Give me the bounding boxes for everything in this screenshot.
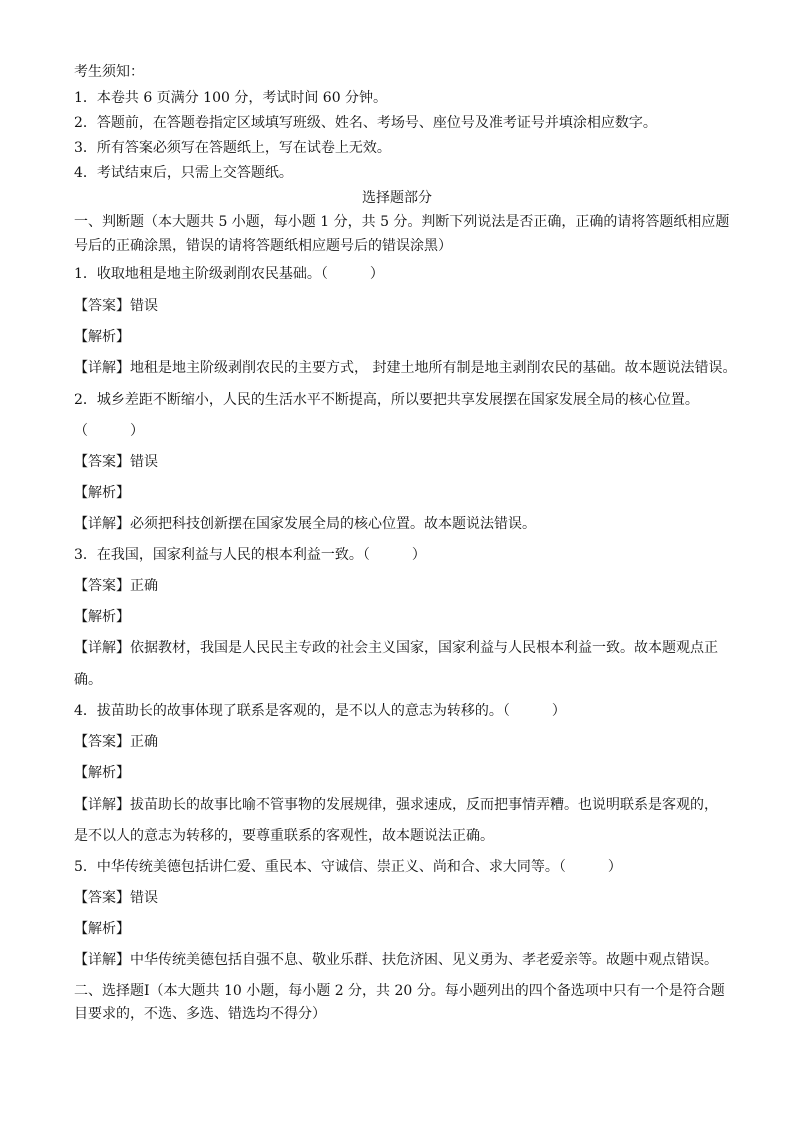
answer-value: 正确 — [130, 578, 158, 594]
question-4: 4．拔苗助长的故事体现了联系是客观的，是不以人的意志为转移的。（ ） — [74, 703, 566, 719]
section-title: 选择题部分 — [362, 190, 432, 206]
part2-heading-line1: 二、选择题Ⅰ（本大题共 10 小题，每小题 2 分，共 20 分。每小题列出的四个备选项中只有一个是符合题 — [74, 983, 725, 999]
analysis-label-5: 【解析】 — [74, 921, 130, 937]
detail-text: 拔苗助长的故事比喻不管事物的发展规律，强求速成，反而把事情弄糟。也说明联系是客观的， — [130, 797, 718, 813]
notice-item-4: 4．考试结束后，只需上交答题纸。 — [74, 165, 293, 181]
answer-value: 错误 — [130, 454, 158, 470]
answer-5 — [74, 890, 158, 906]
detail-5 — [74, 952, 718, 968]
notice-item-3: 3．所有答案必须写在答题纸上，写在试卷上无效。 — [74, 140, 391, 156]
question-1: 1．收取地租是地主阶级剥削农民基础。（ ） — [74, 266, 384, 282]
detail-text: 必须把科技创新摆在国家发展全局的核心位置。故本题说法错误。 — [130, 516, 536, 532]
notice-item-2: 2．答题前，在答题卷指定区域填写班级、姓名、考场号、座位号及准考证号并填涂相应数字。 — [74, 115, 657, 131]
analysis-label-3: 【解析】 — [74, 609, 130, 625]
detail-1 — [74, 360, 736, 376]
detail-3 — [74, 640, 718, 656]
analysis-label-2: 【解析】 — [74, 485, 130, 501]
answer-1 — [74, 298, 158, 314]
question-5: 5．中华传统美德包括讲仁爱、重民本、守诚信、崇正义、尚和合、求大同等。（ ） — [74, 859, 622, 875]
part2-heading-line2: 目要求的，不选、多选、错选均不得分） — [74, 1006, 326, 1022]
detail-label: 【详解】 — [74, 360, 130, 376]
detail-label: 【详解】 — [74, 640, 130, 656]
answer-label: 【答案】 — [74, 454, 130, 470]
part1-heading-line1: 一、判断题（本大题共 5 小题，每小题 1 分，共 5 分。判断下列说法是否正确，正确的请将答题纸相应题 — [74, 214, 730, 230]
answer-label: 【答案】 — [74, 578, 130, 594]
detail-2 — [74, 516, 536, 532]
answer-label: 【答案】 — [74, 890, 130, 906]
answer-label: 【答案】 — [74, 298, 130, 314]
question-3: 3．在我国，国家利益与人民的根本利益一致。（ ） — [74, 547, 426, 563]
part1-heading-line2: 号后的正确涂黑，错误的请将答题纸相应题号后的错误涂黑） — [74, 238, 452, 254]
answer-value: 错误 — [130, 890, 158, 906]
analysis-label-4: 【解析】 — [74, 765, 130, 781]
analysis-label-1: 【解析】 — [74, 329, 130, 345]
detail-label: 【详解】 — [74, 797, 130, 813]
answer-label: 【答案】 — [74, 734, 130, 750]
detail-text: 地租是地主阶级剥削农民的主要方式， 封建土地所有制是地主剥削农民的基础。故本题说法错误。 — [130, 360, 737, 376]
notice-title: 考生须知： — [74, 64, 144, 80]
answer-2 — [74, 454, 158, 470]
notice-item-1: 1．本卷共 6 页满分 100 分，考试时间 60 分钟。 — [74, 90, 388, 106]
detail-4 — [74, 797, 718, 813]
detail-text: 依据教材，我国是人民民主专政的社会主义国家，国家利益与人民根本利益一致。故本题观点正 — [130, 640, 718, 656]
question-2-line2: （ ） — [74, 423, 144, 439]
answer-3 — [74, 578, 158, 594]
answer-value: 错误 — [130, 298, 158, 314]
detail-label: 【详解】 — [74, 516, 130, 532]
question-2: 2．城乡差距不断缩小，人民的生活水平不断提高，所以要把共享发展摆在国家发展全局的核心位置。 — [74, 392, 699, 408]
detail-4-line2: 是不以人的意志为转移的，要尊重联系的客观性，故本题说法正确。 — [74, 828, 494, 844]
detail-text: 中华传统美德包括自强不息、敬业乐群、扶危济困、见义勇为、孝老爱亲等。故题中观点错误。 — [130, 952, 718, 968]
detail-label: 【详解】 — [74, 952, 130, 968]
answer-4 — [74, 734, 158, 750]
answer-value: 正确 — [130, 734, 158, 750]
detail-3-line2: 确。 — [74, 672, 102, 688]
